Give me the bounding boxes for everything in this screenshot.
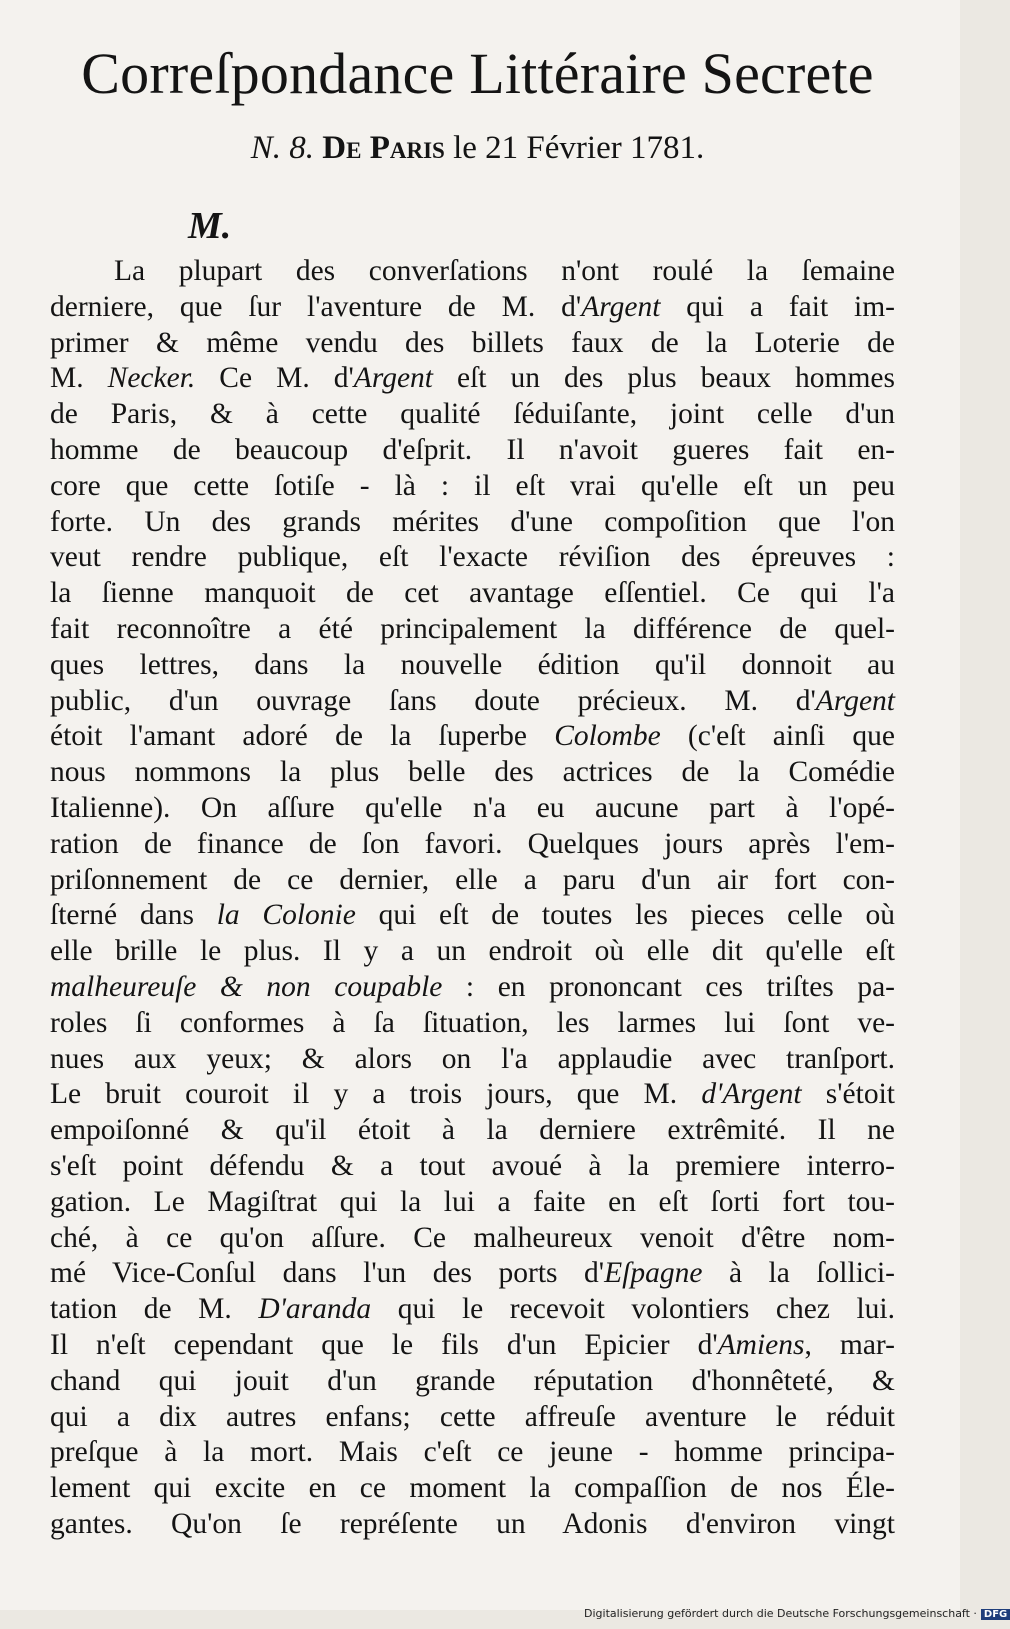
text-segment: s'étoit [801, 1078, 895, 1111]
italic-segment: d'Argent [701, 1078, 802, 1111]
text-segment: roles ſi conformes à ſa ſituation, les larmes lui ſont ve- [50, 1006, 895, 1039]
text-segment: gation. Le Magiſtrat qui la lui a faite en eſt ſorti fort tou- [50, 1185, 895, 1218]
text-line [50, 254, 895, 290]
text-segment: (c'eſt ainſi que [660, 720, 895, 753]
text-segment: : en prononcant ces triſtes pa- [442, 970, 895, 1003]
text-line [50, 1042, 895, 1078]
text-line [50, 1364, 895, 1400]
text-segment: primer & même vendu des billets faux de la Loterie de [50, 326, 895, 359]
italic-segment: Argent [581, 290, 661, 323]
text-line [50, 1113, 895, 1149]
text-line [50, 684, 895, 720]
text-segment: nous nommons la plus belle des actrices de la Comédie [50, 756, 895, 789]
italic-segment: Colombe [554, 720, 661, 753]
text-line [50, 1149, 895, 1185]
text-line [50, 1471, 895, 1507]
text-line [50, 719, 895, 755]
text-line [50, 397, 895, 433]
text-segment: ſterné dans [50, 899, 217, 932]
text-segment: Le bruit couroit il y a trois jours, que M. [50, 1078, 702, 1111]
text-line [50, 1077, 895, 1113]
text-line [50, 934, 895, 970]
text-segment: derniere, que ſur l'aventure de M. d' [50, 290, 582, 323]
text-line [50, 1328, 895, 1364]
body-text [50, 254, 895, 1543]
text-line [50, 791, 895, 827]
dfg-logo: DFG [981, 1609, 1010, 1620]
text-segment: à la ſollici- [702, 1257, 896, 1290]
text-segment: M. [50, 362, 108, 395]
text-segment: gantes. Qu'on ſe repréſente un Adonis d'environ vingt [50, 1507, 895, 1540]
text-segment: empoiſonné & qu'il étoit à la derniere extrêmité. Il ne [50, 1114, 895, 1147]
issue-date: le 21 Février 1781. [453, 130, 705, 166]
text-segment: , mar- [804, 1328, 895, 1361]
text-segment: lement qui excite en ce moment la compaſſion de nos Éle- [50, 1472, 895, 1505]
text-line [50, 1006, 895, 1042]
italic-segment: Amiens [717, 1328, 805, 1361]
text-line [50, 1507, 895, 1543]
text-segment: Ce M. d' [195, 362, 354, 395]
text-line [50, 505, 895, 541]
text-line [50, 612, 895, 648]
text-segment: mé Vice-Conſul dans l'un des ports d' [50, 1257, 605, 1290]
text-line [50, 469, 895, 505]
text-line [50, 1435, 895, 1471]
text-segment: ques lettres, dans la nouvelle édition qu'il donnoit au [50, 648, 895, 681]
text-segment: Italienne). On aſſure qu'elle n'a eu aucune part à l'opé- [50, 791, 895, 824]
italic-segment: malheureuſe & non coupable [50, 970, 443, 1003]
text-line [50, 1400, 895, 1436]
issue-place: De Paris [322, 130, 445, 166]
text-segment: La plupart des converſations n'ont roulé la ſemaine [114, 255, 895, 287]
issue-number: N. 8. [250, 130, 315, 166]
text-line [50, 540, 895, 576]
text-line [50, 863, 895, 899]
text-segment: core que cette ſotiſe - là : il eſt vrai qu'elle eſt un peu [50, 469, 895, 502]
text-line [50, 576, 895, 612]
issue-line [50, 130, 905, 167]
text-line [50, 290, 895, 326]
text-line [50, 1185, 895, 1221]
italic-segment: Necker. [107, 362, 196, 395]
publication-title: Correſpondance Littéraire Secrete [81, 41, 874, 106]
text-segment: preſque à la mort. Mais c'eſt ce jeune - homme principa- [50, 1436, 895, 1469]
text-line [50, 827, 895, 863]
text-line [50, 326, 895, 362]
text-line [50, 755, 895, 791]
text-segment: étoit l'amant adoré de la ſuperbe [50, 720, 555, 753]
text-line [50, 970, 895, 1006]
text-segment: homme de beaucoup d'eſprit. Il n'avoit gueres fait en- [50, 433, 895, 466]
credit-text: Digitalisierung gefördert durch die Deutsche Forschungsgemeinschaft · [584, 1607, 977, 1620]
text-line [50, 648, 895, 684]
italic-segment: Argent [353, 362, 433, 395]
text-segment: elle brille le plus. Il y a un endroit où elle dit qu'elle eſt [50, 935, 895, 968]
italic-segment: Argent [815, 684, 895, 717]
text-segment: eſt un des plus beaux hommes [433, 362, 896, 395]
italic-segment: Eſpagne [604, 1257, 703, 1290]
text-segment: Il n'eſt cependant que le fils d'un Epicier d' [50, 1328, 718, 1361]
digitization-credit [584, 1607, 1010, 1620]
salutation: M. [188, 205, 232, 247]
text-segment: nues aux yeux; & alors on l'a applaudie avec tranſport. [50, 1042, 895, 1075]
text-segment: qui le recevoit volontiers chez lui. [371, 1293, 896, 1326]
text-segment: qui a fait im- [660, 290, 895, 323]
text-line [50, 1256, 895, 1292]
text-segment: veut rendre publique, eſt l'exacte réviſion des épreuves : [50, 541, 895, 574]
text-segment: ration de finance de ſon favori. Quelques jours après l'em- [50, 827, 895, 860]
text-segment: tation de M. [50, 1293, 259, 1326]
text-segment: fait reconnoître a été principalement la différence de quel- [50, 612, 895, 645]
text-segment: chand qui jouit d'un grande réputation d'honnêteté, & [50, 1364, 895, 1397]
text-line [50, 361, 895, 397]
italic-segment: la Colonie [216, 899, 356, 932]
text-segment: de Paris, & à cette qualité ſéduiſante, joint celle d'un [50, 398, 895, 431]
italic-segment: D'aranda [258, 1293, 372, 1326]
text-segment: qui eſt de toutes les pieces celle où [355, 899, 895, 932]
text-segment: forte. Un des grands mérites d'une compoſition que l'on [50, 505, 895, 538]
text-line [50, 433, 895, 469]
text-segment: la ſienne manquoit de cet avantage eſſentiel. Ce qui l'a [50, 577, 895, 610]
text-segment: priſonnement de ce dernier, elle a paru d'un air fort con- [50, 863, 895, 896]
text-line [50, 898, 895, 934]
text-segment: public, d'un ouvrage ſans doute précieux. M. d' [50, 684, 816, 717]
text-segment: qui a dix autres enfans; cette affreuſe aventure le réduit [50, 1400, 895, 1433]
text-segment: s'eſt point défendu & a tout avoué à la premiere interro- [50, 1149, 895, 1182]
text-line [50, 1292, 895, 1328]
text-line [50, 1221, 895, 1257]
text-segment: ché, à ce qu'on aſſure. Ce malheureux venoit d'être nom- [50, 1221, 895, 1254]
